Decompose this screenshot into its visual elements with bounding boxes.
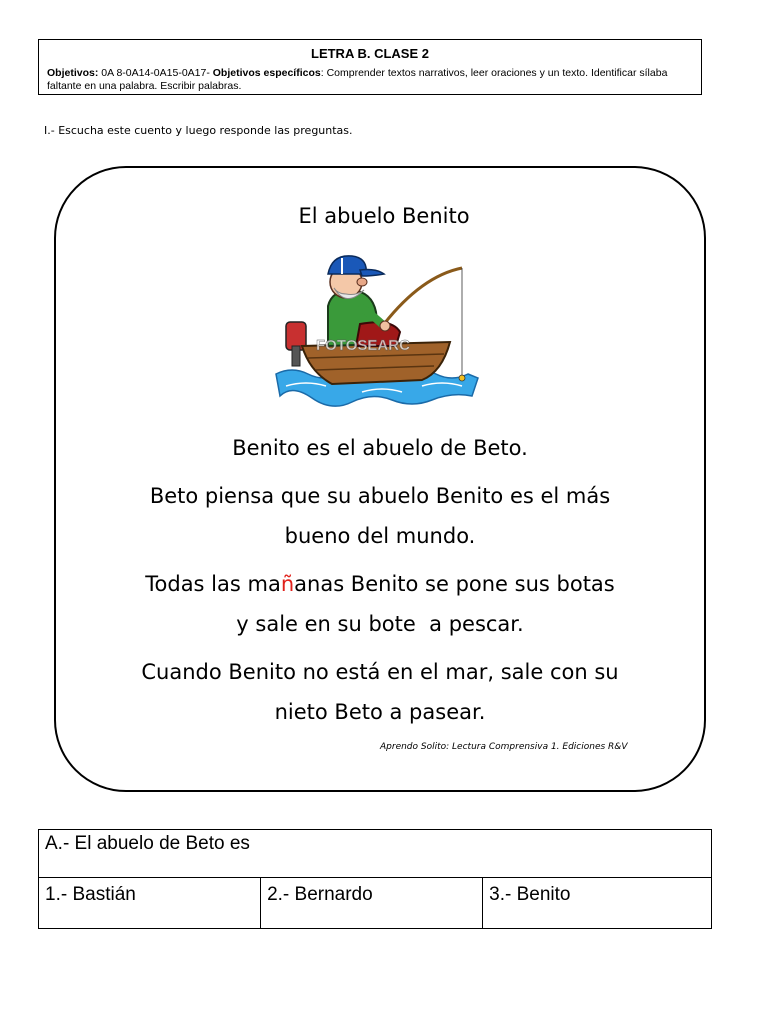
story-paragraph-2 xyxy=(54,476,706,556)
story-text-segment: anas Benito se pone sus botas xyxy=(294,572,615,596)
highlighted-letter: ñ xyxy=(280,572,295,596)
question-prompt: A.- El abuelo de Beto es xyxy=(39,830,712,878)
header-box xyxy=(38,39,702,95)
objectives-label: Objetivos: xyxy=(47,67,99,79)
specific-objectives-label: Objetivos específicos xyxy=(212,67,321,79)
answer-option-1[interactable]: 1.- Bastián xyxy=(39,878,261,929)
fishing-float xyxy=(459,375,465,381)
story-paragraph-4 xyxy=(54,652,706,732)
story-paragraph-4-line-1: Cuando Benito no está en el mar, sale con su xyxy=(141,660,619,684)
story-paragraph-2-line-2: bueno del mundo. xyxy=(284,524,476,548)
story-paragraph-3-line-2: y sale en su bote a pescar. xyxy=(236,612,524,636)
story-title: El abuelo Benito xyxy=(298,204,470,228)
story-paragraph-2-line-1: Beto piensa que su abuelo Benito es el más xyxy=(149,484,611,508)
fisherman-illustration xyxy=(272,246,482,414)
story-paragraph-4-line-2: nieto Beto a pasear. xyxy=(274,700,486,724)
story-paragraph-3 xyxy=(54,564,706,644)
fishing-rod xyxy=(384,268,462,324)
story-paragraph-3-line-1 xyxy=(54,564,706,604)
objectives-description: : Comprender textos narrativos, leer oraciones y un texto. Identificar sílaba faltante en una palabra. Escribir palabras. xyxy=(47,67,668,92)
watermark: FOTOSEARC xyxy=(316,337,410,354)
question-table xyxy=(38,829,712,929)
answer-option-2[interactable]: 2.- Bernardo xyxy=(261,878,483,929)
page-title: LETRA B. CLASE 2 xyxy=(311,46,429,61)
story-text-segment: Todas las ma xyxy=(145,572,281,596)
objectives-text xyxy=(47,67,693,93)
objectives-codes: 0A 8-0A14-0A15-0A17- xyxy=(98,67,213,79)
story-paragraph-1: Benito es el abuelo de Beto. xyxy=(232,436,528,460)
answer-option-3[interactable]: 3.- Benito xyxy=(483,878,712,929)
instruction-text: I.- Escucha este cuento y luego responde las preguntas. xyxy=(44,124,353,137)
source-citation: Aprendo Solito: Lectura Comprensiva 1. Ediciones R&V xyxy=(380,742,628,752)
